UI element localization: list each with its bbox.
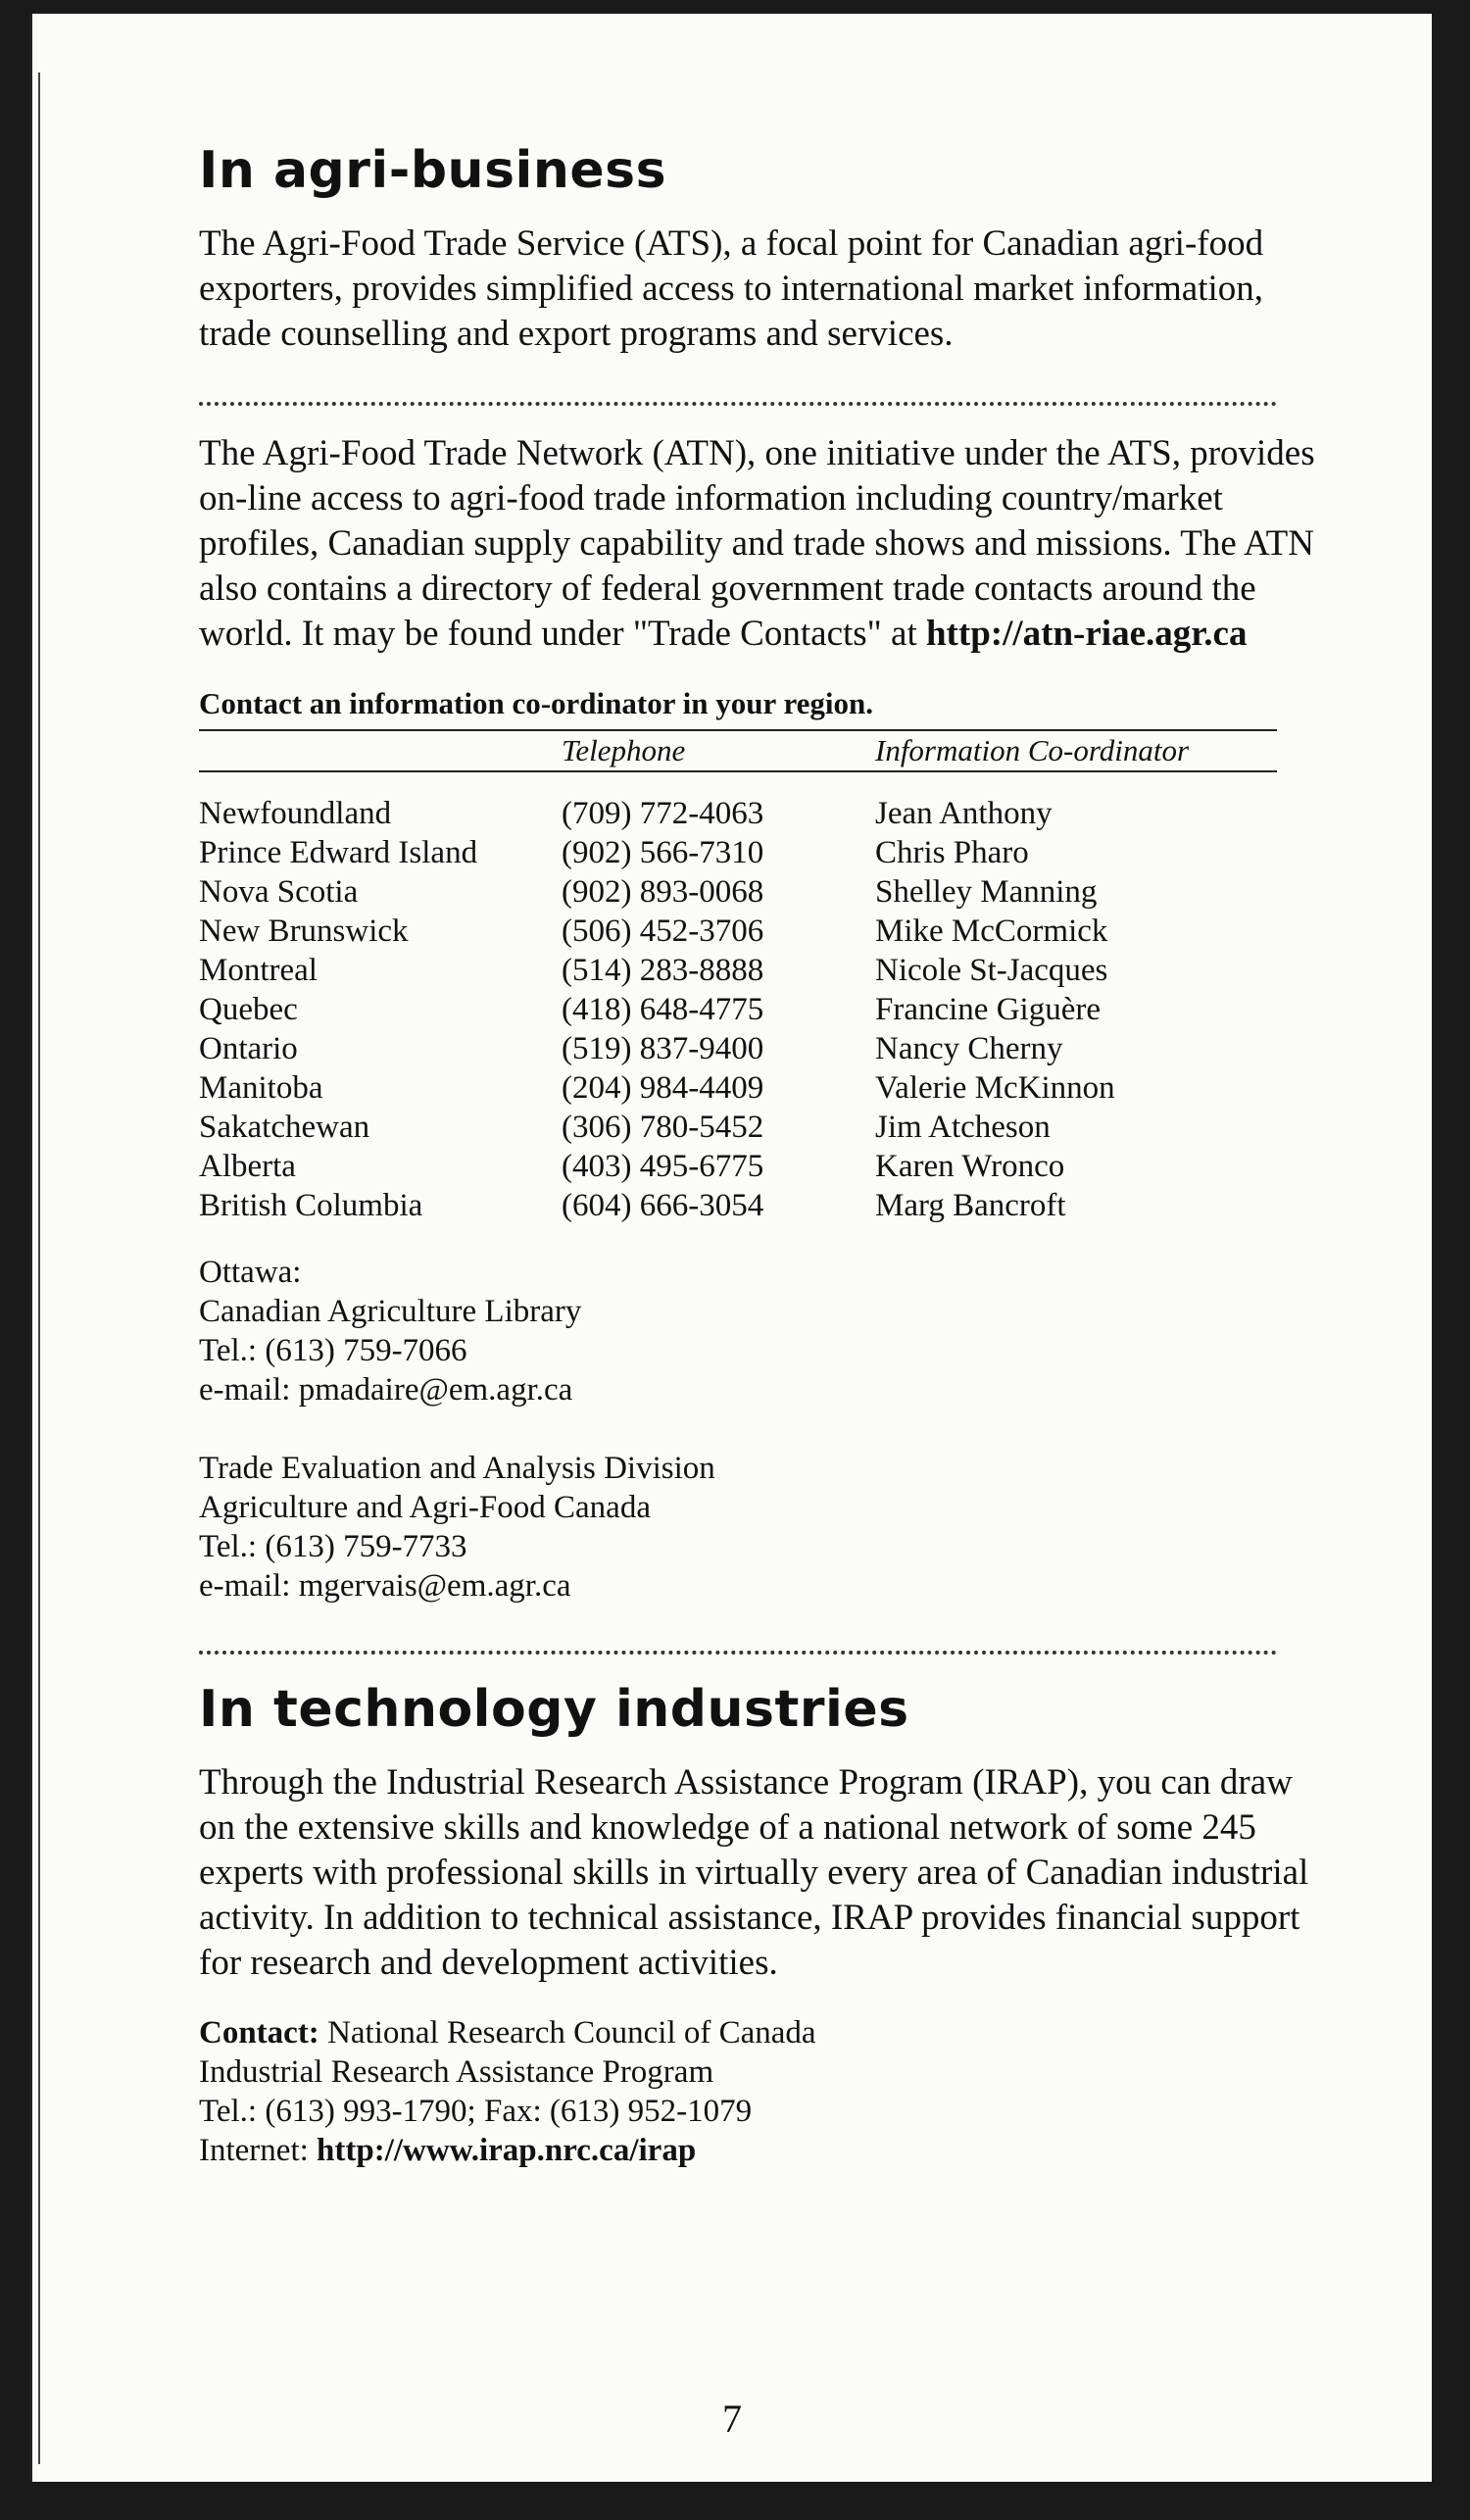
region-cell: Newfoundland (199, 796, 392, 831)
ats-paragraph: The Agri-Food Trade Service (ATS), a focal point for Canadian agri-food exporters, provides simplified access to international market information, trade counselling and export programs and services. (199, 223, 1264, 354)
library-email[interactable]: e-mail: pmadaire@em.agr.ca (199, 1372, 573, 1408)
table-row (199, 990, 1277, 1029)
atn-url-link[interactable]: http://atn-riae.agr.ca (925, 614, 1248, 654)
table-row (199, 1147, 1277, 1186)
table-row (199, 1029, 1277, 1068)
document-page (29, 14, 1432, 2482)
telephone-cell: (204) 984-4409 (562, 1070, 764, 1106)
table-row (199, 1186, 1277, 1225)
coordinator-cell: Francine Giguère (875, 992, 1101, 1027)
telephone-cell: (514) 283-8888 (562, 953, 764, 988)
telephone-cell: (403) 495-6775 (562, 1149, 764, 1184)
table-row (199, 872, 1277, 912)
region-column-header (199, 730, 562, 771)
agri-business-heading: In agri-business (199, 141, 667, 200)
division-telephone: Tel.: (613) 759-7733 (199, 1529, 467, 1564)
nrc-name: National Research Council of Canada (327, 2015, 816, 2051)
region-cell: British Columbia (199, 1188, 423, 1223)
technology-industries-heading: In technology industries (199, 1680, 909, 1739)
region-cell: Alberta (199, 1149, 296, 1184)
address-spacer (199, 1409, 1316, 1449)
irap-paragraph: Through the Industrial Research Assistance Program (IRAP), you can draw on the extensive skills and knowledge of a national network of some 245 experts with professional skills in virtually every area of Canadian industrial activity. In addition to technical assistance, IRAP provides financial support for research and development activities. (199, 1762, 1309, 1983)
department-name: Agriculture and Agri-Food Canada (199, 1490, 651, 1525)
region-cell: Ontario (199, 1031, 298, 1066)
coordinator-cell: Chris Pharo (875, 835, 1029, 870)
division-email[interactable]: e-mail: mgervais@em.agr.ca (199, 1568, 571, 1604)
region-cell: Prince Edward Island (199, 835, 478, 870)
region-cell: New Brunswick (199, 914, 409, 949)
telephone-cell: (902) 893-0068 (562, 874, 764, 910)
dotted-divider (199, 1651, 1277, 1655)
telephone-cell: (902) 566-7310 (562, 835, 764, 870)
library-name: Canadian Agriculture Library (199, 1294, 582, 1329)
table-row (199, 771, 1277, 833)
irap-telephone-fax: Tel.: (613) 993-1790; Fax: (613) 952-1079 (199, 2094, 753, 2129)
atn-text: The Agri-Food Trade Network (ATN), one initiative under the ATS, provides on-line access to agri-food trade information including country/market profiles, Canadian supply capability and trade shows and missions. The ATN also contains a directory of federal government trade contacts around the world. It may be found under "Trade Contacts" at (199, 433, 1315, 654)
coordinator-cell: Nancy Cherny (875, 1031, 1063, 1066)
division-name: Trade Evaluation and Analysis Division (199, 1451, 715, 1486)
telephone-cell: (506) 452-3706 (562, 914, 764, 949)
table-row (199, 1108, 1277, 1147)
table-row (199, 1068, 1277, 1108)
region-cell: Sakatchewan (199, 1110, 370, 1145)
region-cell: Quebec (199, 992, 298, 1027)
telephone-cell: (604) 666-3054 (562, 1188, 764, 1223)
coordinator-cell: Jean Anthony (875, 796, 1053, 831)
ottawa-library-address (199, 1253, 1316, 1606)
table-row (199, 951, 1277, 990)
irap-internet-line (199, 2131, 1316, 2170)
page-number: 7 (722, 2396, 742, 2441)
irap-contact-block (199, 2013, 1316, 2170)
telephone-column-header: Telephone (562, 730, 875, 771)
dotted-divider (199, 402, 1277, 406)
internet-label: Internet: (199, 2133, 318, 2168)
coordinator-cell: Karen Wronco (875, 1149, 1065, 1184)
coordinator-cell: Mike McCormick (875, 914, 1108, 949)
binding-edge (38, 73, 40, 2464)
telephone-cell: (519) 837-9400 (562, 1031, 764, 1066)
coordinator-column-header: Information Co-ordinator (875, 730, 1277, 771)
region-cell: Manitoba (199, 1070, 323, 1106)
table-header-row (199, 730, 1277, 771)
coordinator-table (199, 729, 1277, 1225)
page-content (199, 141, 1316, 2170)
contact-label: Contact: (199, 2015, 319, 2051)
table-row (199, 912, 1277, 951)
telephone-cell: (306) 780-5452 (562, 1110, 764, 1145)
ottawa-label: Ottawa: (199, 1255, 302, 1290)
table-row (199, 833, 1277, 872)
contact-lead-text: Contact an information co-ordinator in your region. (199, 686, 874, 720)
region-cell: Nova Scotia (199, 874, 359, 910)
irap-program-name: Industrial Research Assistance Program (199, 2054, 714, 2090)
telephone-cell: (418) 648-4775 (562, 992, 764, 1027)
coordinator-cell: Valerie McKinnon (875, 1070, 1115, 1106)
coordinator-cell: Marg Bancroft (875, 1188, 1066, 1223)
atn-paragraph (199, 431, 1316, 657)
coordinator-cell: Shelley Manning (875, 874, 1098, 910)
coordinator-cell: Nicole St-Jacques (875, 953, 1108, 988)
library-telephone: Tel.: (613) 759-7066 (199, 1333, 467, 1368)
coordinator-cell: Jim Atcheson (875, 1110, 1051, 1145)
telephone-cell: (709) 772-4063 (562, 796, 764, 831)
irap-contact-line (199, 2013, 1316, 2052)
irap-url-link[interactable]: http://www.irap.nrc.ca/irap (317, 2133, 697, 2168)
region-cell: Montreal (199, 953, 318, 988)
